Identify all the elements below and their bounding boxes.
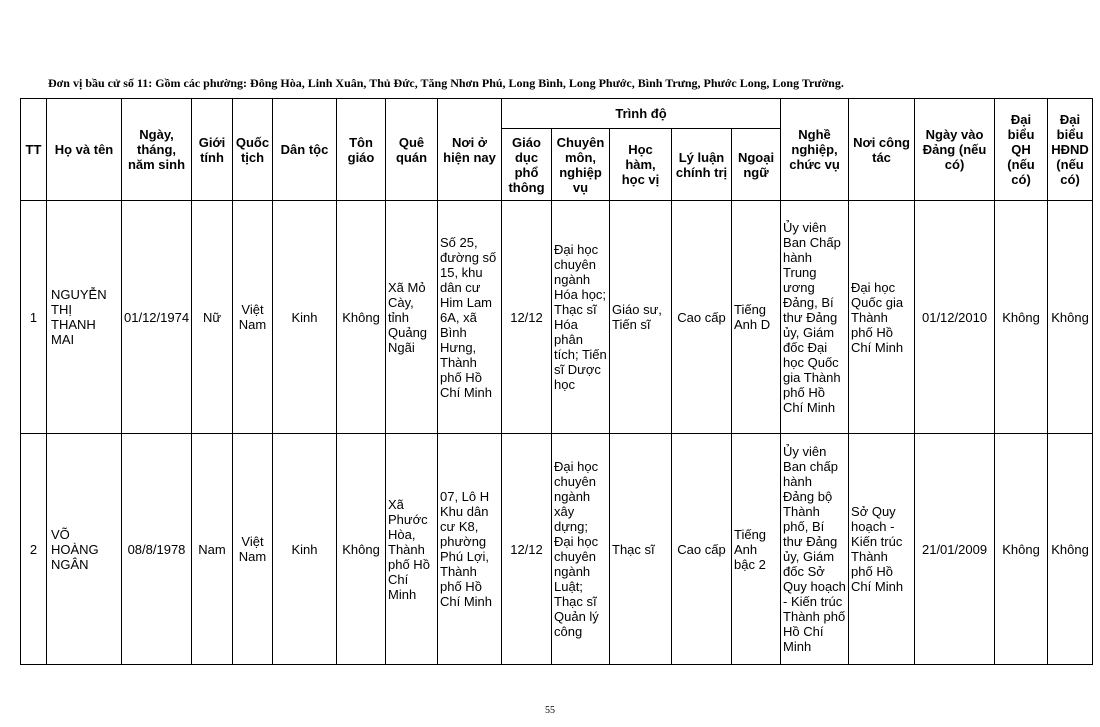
cell-ly-luan: Cao cấp — [672, 201, 732, 434]
cell-chuyen-mon: Đại học chuyên ngành Hóa học; Thạc sĩ Hóa phân tích; Tiến sĩ Dược học — [552, 201, 610, 434]
cell-noi-cong-tac: Đại học Quốc gia Thành phố Hồ Chí Minh — [849, 201, 915, 434]
cell-nghe-nghiep: Ủy viên Ban chấp hành Đảng bộ Thành phố, Bí thư Đảng ủy, Giám đốc Sở Quy hoạch - Kiến trúc Thành phố Hồ Chí Minh — [781, 434, 849, 665]
header-nghe-nghiep: Nghề nghiệp, chức vụ — [781, 99, 849, 201]
cell-ton-giao: Không — [337, 201, 386, 434]
cell-ly-luan: Cao cấp — [672, 434, 732, 665]
cell-chuyen-mon: Đại học chuyên ngành xây dựng; Đại học chuyên ngành Luật; Thạc sĩ Quản lý công — [552, 434, 610, 665]
header-trinh-do: Trình độ — [502, 99, 781, 129]
cell-gioi-tinh: Nữ — [192, 201, 233, 434]
cell-giao-duc: 12/12 — [502, 201, 552, 434]
cell-nghe-nghiep: Ủy viên Ban Chấp hành Trung ương Đảng, Bí thư Đảng ủy, Giám đốc Đại học Quốc gia Thành phố Hồ Chí Minh — [781, 201, 849, 434]
cell-dan-toc: Kinh — [273, 201, 337, 434]
header-ton-giao: Tôn giáo — [337, 99, 386, 201]
cell-ngay-sinh: 08/8/1978 — [122, 434, 192, 665]
cell-gioi-tinh: Nam — [192, 434, 233, 665]
header-gioi-tinh: Giới tính — [192, 99, 233, 201]
cell-hoc-ham: Giáo sư, Tiến sĩ — [610, 201, 672, 434]
cell-dai-bieu-qh: Không — [995, 201, 1048, 434]
header-dai-bieu-qh: Đại biểu QH (nếu có) — [995, 99, 1048, 201]
header-ho-ten: Họ và tên — [47, 99, 122, 201]
cell-ngoai-ngu: Tiếng Anh D — [732, 201, 781, 434]
cell-hoc-ham: Thạc sĩ — [610, 434, 672, 665]
header-dai-bieu-hdnd: Đại biểu HĐND (nếu có) — [1048, 99, 1093, 201]
cell-ton-giao: Không — [337, 434, 386, 665]
cell-noi-o: 07, Lô H Khu dân cư K8, phường Phú Lợi, Thành phố Hồ Chí Minh — [438, 434, 502, 665]
header-ngoai-ngu: Ngoại ngữ — [732, 129, 781, 201]
cell-quoc-tich: Việt Nam — [233, 201, 273, 434]
header-dan-toc: Dân tộc — [273, 99, 337, 201]
cell-quoc-tich: Việt Nam — [233, 434, 273, 665]
cell-dan-toc: Kinh — [273, 434, 337, 665]
cell-ho-ten: VÕ HOÀNG NGÂN — [47, 434, 122, 665]
cell-que-quan: Xã Mỏ Cày, tỉnh Quảng Ngãi — [386, 201, 438, 434]
cell-noi-o: Số 25, đường số 15, khu dân cư Him Lam 6A, xã Bình Hưng, Thành phố Hồ Chí Minh — [438, 201, 502, 434]
header-tt: TT — [21, 99, 47, 201]
cell-ngay-sinh: 01/12/1974 — [122, 201, 192, 434]
header-ngay-vao-dang: Ngày vào Đảng (nếu có) — [915, 99, 995, 201]
cell-dai-bieu-hdnd: Không — [1048, 434, 1093, 665]
table-row — [21, 434, 1093, 665]
header-que-quan: Quê quán — [386, 99, 438, 201]
cell-ho-ten: NGUYỄN THỊ THANH MAI — [47, 201, 122, 434]
cell-que-quan: Xã Phước Hòa, Thành phố Hồ Chí Minh — [386, 434, 438, 665]
cell-dai-bieu-hdnd: Không — [1048, 201, 1093, 434]
cell-ngay-vao-dang: 21/01/2009 — [915, 434, 995, 665]
cell-ngay-vao-dang: 01/12/2010 — [915, 201, 995, 434]
candidate-table — [20, 98, 1093, 665]
cell-noi-cong-tac: Sở Quy hoạch - Kiến trúc Thành phố Hồ Chí Minh — [849, 434, 915, 665]
header-noi-o: Nơi ở hiện nay — [438, 99, 502, 201]
header-hoc-ham: Học hàm, học vị — [610, 129, 672, 201]
header-quoc-tich: Quốc tịch — [233, 99, 273, 201]
header-ngay-sinh: Ngày, tháng, năm sinh — [122, 99, 192, 201]
cell-dai-bieu-qh: Không — [995, 434, 1048, 665]
cell-ngoai-ngu: Tiếng Anh bậc 2 — [732, 434, 781, 665]
cell-giao-duc: 12/12 — [502, 434, 552, 665]
cell-tt: 1 — [21, 201, 47, 434]
header-chuyen-mon: Chuyên môn, nghiệp vụ — [552, 129, 610, 201]
cell-tt: 2 — [21, 434, 47, 665]
page-number: 55 — [545, 705, 555, 716]
table-row — [21, 201, 1093, 434]
header-noi-cong-tac: Nơi công tác — [849, 99, 915, 201]
header-giao-duc: Giáo dục phổ thông — [502, 129, 552, 201]
document-caption: Đơn vị bầu cử số 11: Gồm các phường: Đông Hòa, Linh Xuân, Thủ Đức, Tăng Nhơn Phú, Long Bình, Long Phước, Bình Trưng, Phước Long, Long Trường. — [48, 76, 844, 90]
header-ly-luan: Lý luận chính trị — [672, 129, 732, 201]
